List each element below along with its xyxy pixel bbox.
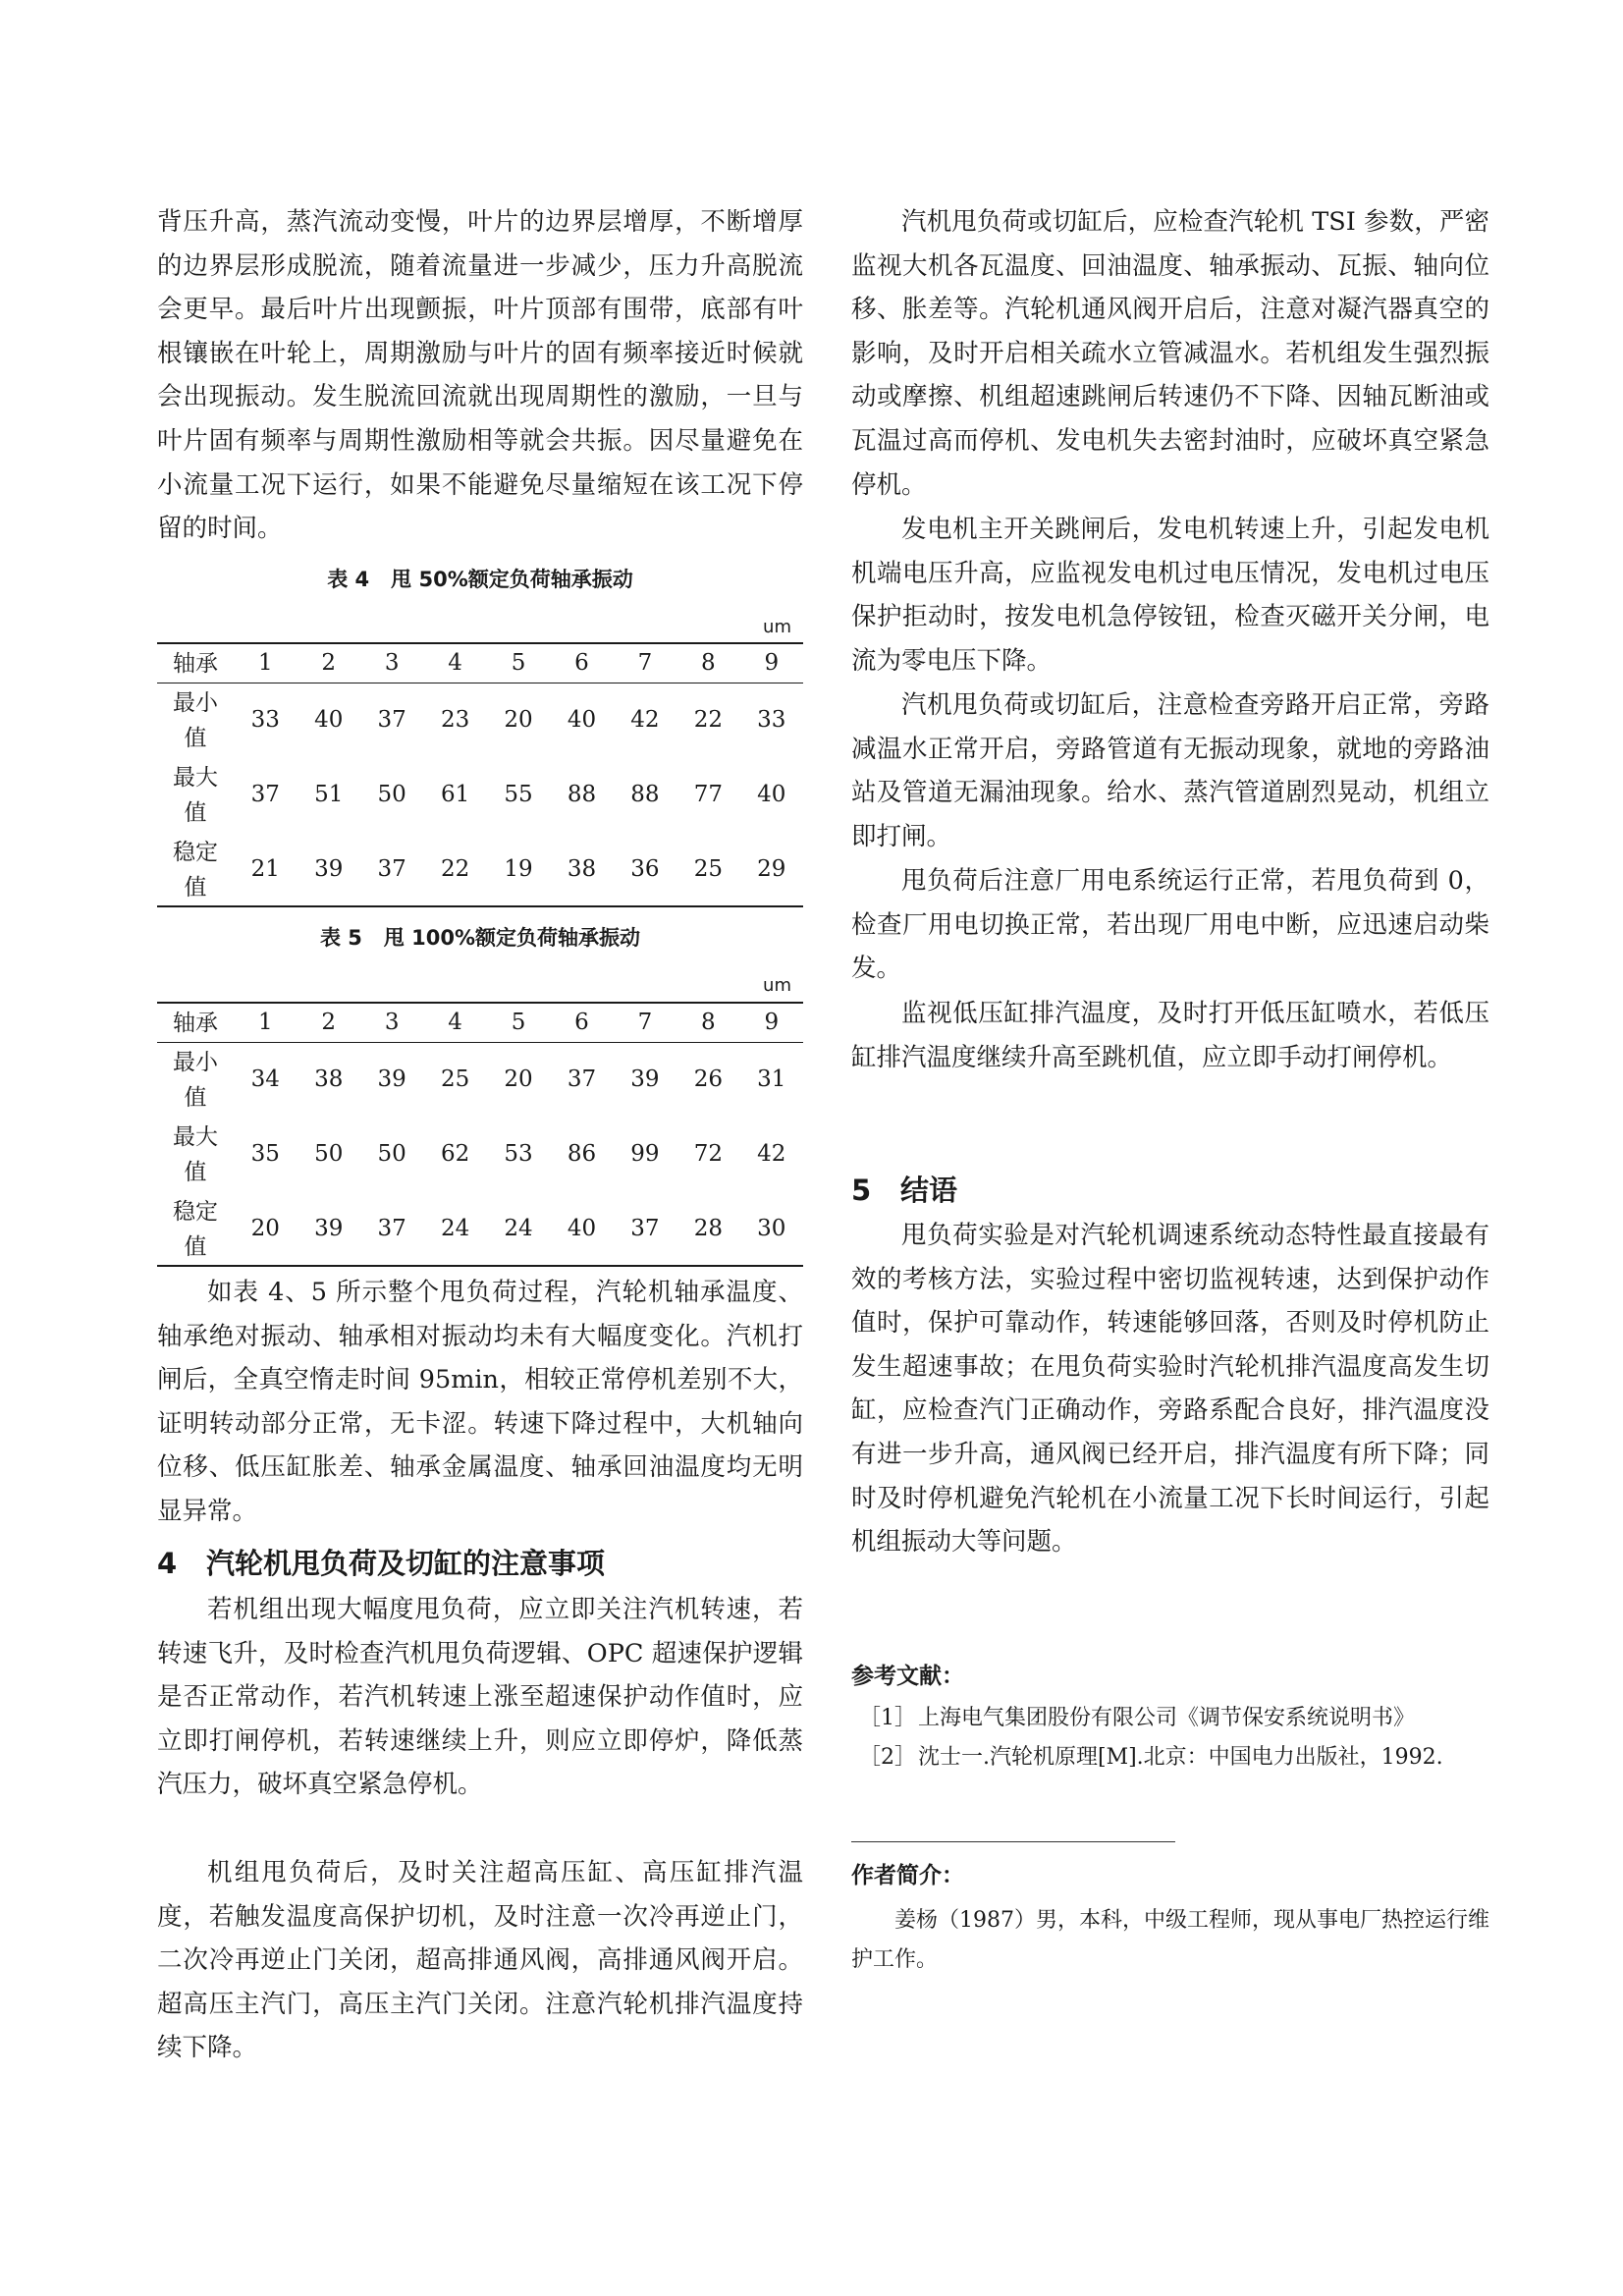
table-cell: 20 xyxy=(504,1066,533,1093)
row-label xyxy=(157,1117,234,1191)
paragraph-section4-a: 若机组出现大幅度甩负荷，应立即关注汽机转速，若转速飞升，及时检查汽机甩负荷逻辑、OPC 超速保护逻辑是否正常动作，若汽机转速上涨至超速保护动作值时，应立即打闸停机，若转速继续上升，则应立即停炉，降低蒸汽压力，破坏真空紧急停机。 xyxy=(157,1595,803,1800)
table-row xyxy=(157,1191,803,1266)
column-header: 7 xyxy=(614,1003,676,1042)
row-label-line: 最小 xyxy=(173,690,219,717)
table-cell: 61 xyxy=(440,782,470,807)
row-label xyxy=(157,757,234,832)
table-cell: 77 xyxy=(693,782,723,807)
table-cell: 37 xyxy=(250,782,280,807)
column-header: 1 xyxy=(234,1003,297,1042)
table-cell: 42 xyxy=(630,707,660,734)
section-4-number: 4 xyxy=(157,1547,178,1580)
table-cell: 99 xyxy=(630,1141,660,1167)
row-label-line: 值 xyxy=(184,726,207,752)
section-5-heading xyxy=(851,1171,957,1210)
table-cell: 50 xyxy=(377,782,406,807)
column-header: 4 xyxy=(423,1003,486,1042)
row-label-line: 最小 xyxy=(173,1050,219,1076)
table5-body xyxy=(157,1042,803,1266)
column-header: 2 xyxy=(297,643,359,683)
table-cell: 33 xyxy=(757,707,786,734)
table-row xyxy=(157,1117,803,1191)
row-label-line: 值 xyxy=(184,874,207,901)
references-heading: 参考文献： xyxy=(851,1664,964,1689)
table-row xyxy=(157,683,803,757)
table-cell: 37 xyxy=(377,707,406,734)
row-label-line: 稳定 xyxy=(173,1198,219,1225)
column-header: 1 xyxy=(234,643,297,683)
row-label xyxy=(157,1191,234,1266)
table-row xyxy=(157,757,803,832)
paragraph-section4-b: 机组甩负荷后，及时关注超高压缸、高压缸排汽温度，若触发温度高保护切机，及时注意一次冷再逆止门，二次冷再逆止门关闭，超高排通风阀，高排通风阀开启。超高压主汽门，高压主汽门关闭。注意汽轮机排汽温度持续下降。 xyxy=(157,1858,803,2063)
table-cell: 26 xyxy=(693,1066,723,1093)
column-header: 8 xyxy=(676,643,739,683)
table-cell: 35 xyxy=(250,1141,280,1167)
reference-number: ［1］ xyxy=(859,1706,916,1730)
table-cell: 40 xyxy=(567,1215,597,1241)
table-cell: 38 xyxy=(567,855,597,882)
table-cell: 24 xyxy=(504,1215,533,1241)
table-cell: 21 xyxy=(250,855,280,882)
table-cell: 40 xyxy=(314,707,344,734)
table5-title: 甩 100%额定负荷轴承振动 xyxy=(383,926,641,950)
table-cell: 40 xyxy=(567,707,597,734)
row-label-line: 最大 xyxy=(173,765,219,791)
paragraph-generator: 发电机主开关跳闸后，发电机转速上升，引起发电机机端电压升高，应监视发电机过电压情况，发电机过电压保护拒动时，按发电机急停铵钮，检查灭磁开关分闸，电流为零电压下降。 xyxy=(851,515,1489,676)
table-cell: 50 xyxy=(377,1141,406,1167)
table4-unit: um xyxy=(763,617,791,637)
paragraph-auxiliary-power: 甩负荷后注意厂用电系统运行正常，若甩负荷到 0，检查厂用电切换正常，若出现厂用电中断，应迅速启动柴发。 xyxy=(851,866,1489,984)
table-cell: 25 xyxy=(693,855,723,882)
table-corner-header: 轴承 xyxy=(157,643,234,683)
table-cell: 39 xyxy=(314,1215,344,1241)
section-5-number: 5 xyxy=(851,1174,872,1207)
column-header: 9 xyxy=(740,643,803,683)
reference-text: 沈士一.汽轮机原理[M].北京：中国电力出版社，1992. xyxy=(918,1745,1443,1770)
table5-number: 表 5 xyxy=(319,926,362,950)
column-header: 2 xyxy=(297,1003,359,1042)
reference-item xyxy=(851,1701,1489,1736)
row-label-line: 值 xyxy=(184,1160,207,1185)
table-cell: 88 xyxy=(630,782,660,807)
table4-caption xyxy=(157,565,803,594)
row-label-line: 值 xyxy=(184,800,207,826)
table-cell: 34 xyxy=(250,1066,280,1093)
column-header: 3 xyxy=(360,1003,423,1042)
table4-title: 甩 50%额定负荷轴承振动 xyxy=(391,568,633,591)
table5-unit: um xyxy=(763,975,791,996)
paragraph-conclusion: 甩负荷实验是对汽轮机调速系统动态特性最直接最有效的考核方法，实验过程中密切监视转速，达到保护动作值时，保护可靠动作，转速能够回落，否则及时停机防止发生超速事故；在甩负荷实验时汽轮机排汽温度高发生切缸，应检查汽门正确动作，旁路系配合良好，排汽温度没有进一步升高，通风阀已经开启，排汽温度有所下降；同时及时停机避免汽轮机在小流量工况下长时间运行，引起机组振动大等问题。 xyxy=(851,1221,1489,1558)
table-cell: 39 xyxy=(377,1066,406,1093)
table4-header-row xyxy=(157,643,803,683)
column-header: 3 xyxy=(360,643,423,683)
section-5-title: 结语 xyxy=(900,1174,958,1207)
table4-number: 表 4 xyxy=(327,568,370,591)
table-cell: 42 xyxy=(757,1141,786,1167)
table-cell: 86 xyxy=(567,1141,597,1167)
table-cell: 22 xyxy=(693,707,723,734)
table-cell: 37 xyxy=(377,855,406,882)
table-row xyxy=(157,1042,803,1117)
table-cell: 39 xyxy=(630,1066,660,1093)
table-cell: 22 xyxy=(440,855,470,882)
table-cell: 33 xyxy=(250,707,280,734)
column-header: 9 xyxy=(740,1003,803,1042)
table-cell: 38 xyxy=(314,1066,344,1093)
paragraph-intro: 背压升高，蒸汽流动变慢，叶片的边界层增厚，不断增厚的边界层形成脱流，随着流量进一步减少，压力升高脱流会更早。最后叶片出现颤振，叶片顶部有围带，底部有叶根镶嵌在叶轮上，周期激励与叶片的固有频率接近时候就会出现振动。发生脱流回流就出现周期性的激励，一旦与叶片固有频率与周期性激励相等就会共振。因尽量避免在小流量工况下运行，如果不能避免尽量缩短在该工况下停留的时间。 xyxy=(157,207,803,544)
paragraph-tables-discussion: 如表 4、5 所示整个甩负荷过程，汽轮机轴承温度、轴承绝对振动、轴承相对振动均未有大幅度变化。汽机打闸后，全真空惰走时间 95min，相较正常停机差别不大，证明转动部分正常，无卡涩。转速下降过程中，大机轴向位移、低压缸胀差、轴承金属温度、轴承回油温度均无明显异常。 xyxy=(157,1278,803,1526)
column-header: 8 xyxy=(676,1003,739,1042)
column-header: 6 xyxy=(550,643,613,683)
column-header: 5 xyxy=(487,1003,550,1042)
table-cell: 51 xyxy=(314,782,344,807)
section-4-title: 汽轮机甩负荷及切缸的注意事项 xyxy=(206,1547,606,1580)
paragraph-bypass: 汽机甩负荷或切缸后，注意检查旁路开启正常，旁路减温水正常开启，旁路管道有无振动现象，就地的旁路油站及管道无漏油现象。给水、蒸汽管道剧烈晃动，机组立即打闸。 xyxy=(851,690,1489,851)
section-4-heading xyxy=(157,1544,605,1583)
table-cell: 29 xyxy=(757,855,786,882)
row-label-line: 稳定 xyxy=(173,839,219,865)
row-label-line: 值 xyxy=(184,1085,207,1112)
paragraph-tsi-check: 汽机甩负荷或切缸后，应检查汽轮机 TSI 参数，严密监视大机各瓦温度、回油温度、轴承振动、瓦振、轴向位移、胀差等。汽轮机通风阀开启后，注意对凝汽器真空的影响，及时开启相关疏水立管减温水。若机组发生强烈振动或摩擦、机组超速跳闸后转速仍不下降、因轴瓦断油或瓦温过高而停机、发电机失去密封油时，应破坏真空紧急停机。 xyxy=(851,207,1489,500)
reference-text: 上海电气集团股份有限公司《调节保安系统说明书》 xyxy=(918,1706,1416,1730)
table-cell: 20 xyxy=(250,1215,280,1241)
table-cell: 39 xyxy=(314,855,344,882)
table-cell: 19 xyxy=(504,855,533,882)
column-header: 5 xyxy=(487,643,550,683)
row-label xyxy=(157,683,234,757)
table5-caption xyxy=(157,923,803,953)
table-cell: 24 xyxy=(440,1215,470,1241)
table-cell: 25 xyxy=(440,1066,470,1093)
table-cell: 40 xyxy=(757,782,786,807)
table-cell: 31 xyxy=(757,1066,786,1093)
table5-header-row xyxy=(157,1003,803,1042)
table-cell: 37 xyxy=(377,1215,406,1241)
table-corner-header: 轴承 xyxy=(157,1003,234,1042)
row-label-line: 最大 xyxy=(173,1124,219,1150)
table-cell: 36 xyxy=(630,855,660,882)
table4 xyxy=(157,642,803,907)
table-cell: 55 xyxy=(504,782,533,807)
row-label xyxy=(157,1042,234,1117)
author-heading: 作者简介： xyxy=(851,1863,964,1888)
reference-number: ［2］ xyxy=(859,1745,916,1770)
table-cell: 20 xyxy=(504,707,533,734)
column-header: 6 xyxy=(550,1003,613,1042)
column-header: 4 xyxy=(423,643,486,683)
table-cell: 37 xyxy=(630,1215,660,1241)
reference-item xyxy=(851,1740,1489,1776)
table-cell: 88 xyxy=(567,782,597,807)
row-label xyxy=(157,832,234,906)
table-cell: 53 xyxy=(504,1141,533,1167)
table5 xyxy=(157,1002,803,1267)
table-cell: 50 xyxy=(314,1141,344,1167)
paragraph-lp-exhaust: 监视低压缸排汽温度，及时打开低压缸喷水，若低压缸排汽温度继续升高至跳机值，应立即手动打闸停机。 xyxy=(851,999,1489,1072)
row-label-line: 值 xyxy=(184,1233,207,1260)
table-cell: 30 xyxy=(757,1215,786,1241)
author-bio: 姜杨（1987）男，本科，中级工程师，现从事电厂热控运行维护工作。 xyxy=(851,1908,1489,1972)
table-cell: 28 xyxy=(693,1215,723,1241)
table-cell: 23 xyxy=(440,707,470,734)
table-cell: 37 xyxy=(567,1066,597,1093)
table-cell: 62 xyxy=(440,1141,470,1167)
table-row xyxy=(157,832,803,906)
table4-body xyxy=(157,683,803,906)
table-cell: 72 xyxy=(693,1141,723,1167)
footnote-rule xyxy=(851,1841,1175,1842)
column-header: 7 xyxy=(614,643,676,683)
